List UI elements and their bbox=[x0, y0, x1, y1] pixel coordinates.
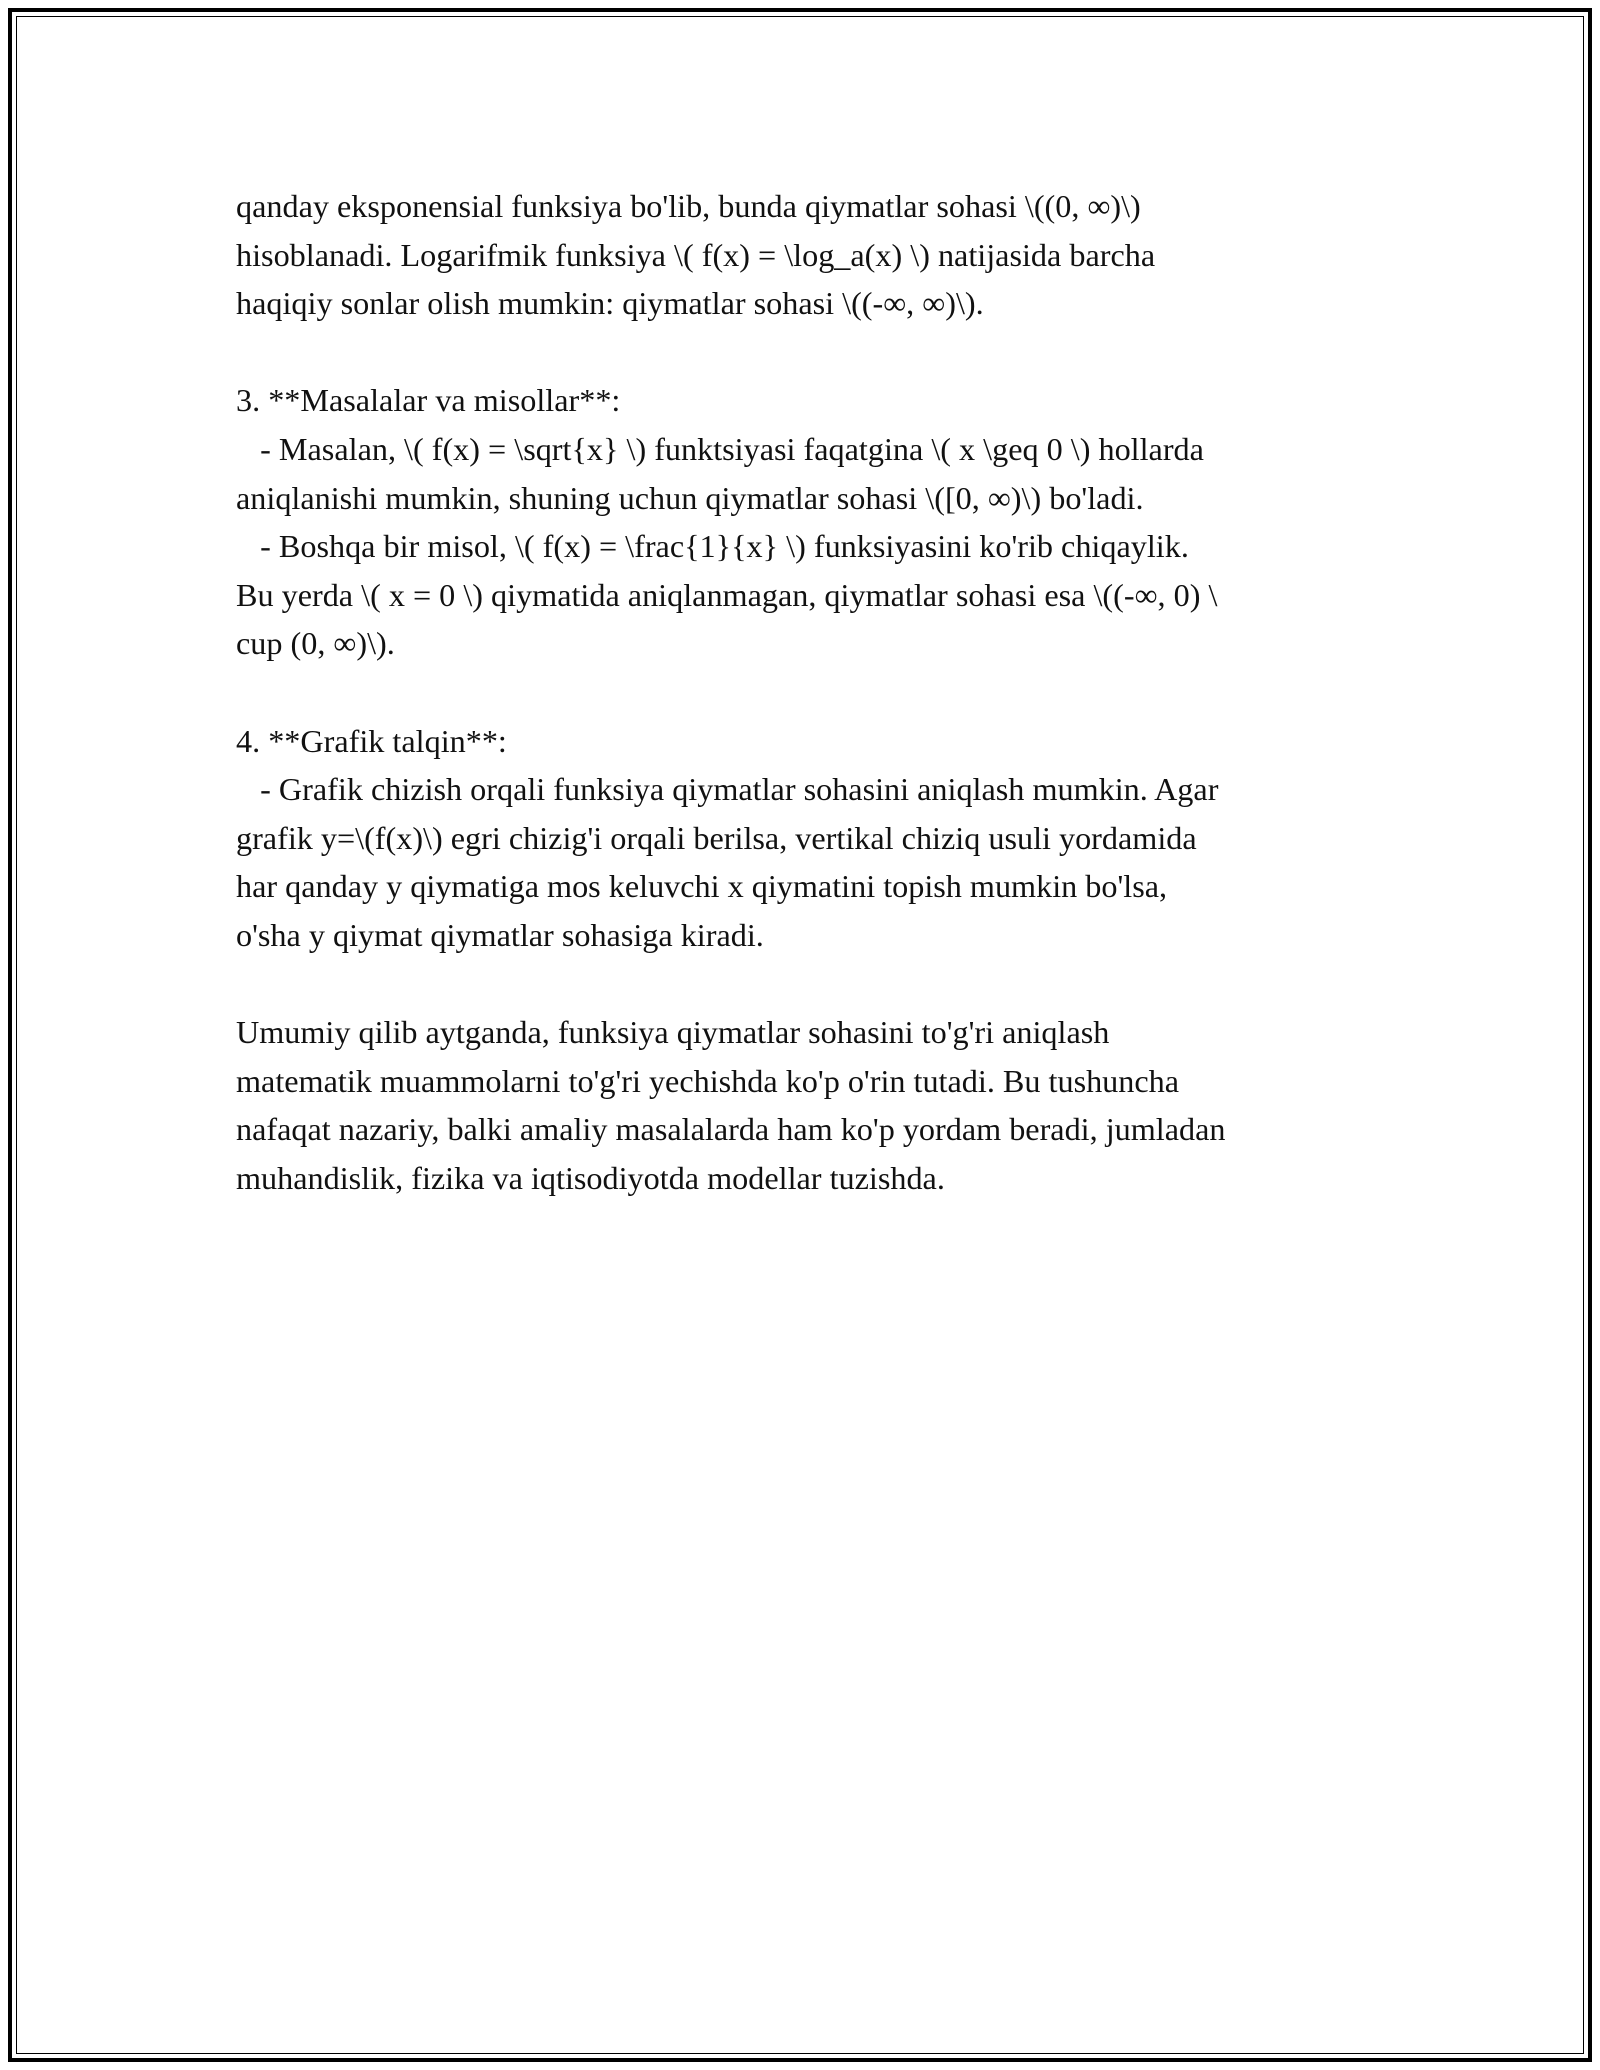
text-line: matematik muammolarni to'g'ri yechishda ko'p o'rin tutadi. Bu tushuncha bbox=[236, 1062, 1180, 1099]
text-line: har qanday y qiymatiga mos keluvchi x qiymatini topish mumkin bo'lsa, bbox=[236, 868, 1168, 905]
text-line: qanday eksponensial funksiya bo'lib, bunda qiymatlar sohasi \((0, ∞)\) bbox=[236, 188, 1141, 224]
text-line: muhandislik, fizika va iqtisodiyotda modellar tuzishda. bbox=[236, 1159, 945, 1196]
text-line: haqiqiy sonlar olish mumkin: qiymatlar sohasi \((-∞, ∞)\). bbox=[236, 285, 984, 322]
text-line: nafaqat nazariy, balki amaliy masalalarda ham ko'p yordam beradi, jumladan bbox=[236, 1111, 1226, 1148]
text-line: - Masalan, \( f(x) = \sqrt{x} \) funktsiyasi faqatgina \( x \geq 0 \) hollarda bbox=[236, 430, 1204, 467]
paragraph-gap bbox=[236, 328, 1386, 377]
text-line: Umumiy qilib aytganda, funksiya qiymatlar sohasini to'g'ri aniqlash bbox=[236, 1014, 1110, 1051]
text-line: - Grafik chizish orqali funksiya qiymatlar sohasini aniqlash mumkin. Agar bbox=[236, 771, 1219, 808]
text-line: grafik y=\(f(x)\) egri chizig'i orqali berilsa, vertikal chiziq usuli yordamida bbox=[236, 819, 1197, 856]
paragraph-gap bbox=[236, 668, 1386, 717]
section-heading: 4. **Grafik talqin**: bbox=[236, 722, 507, 759]
section-examples bbox=[236, 376, 1386, 668]
text-line: o'sha y qiymat qiymatlar sohasiga kiradi. bbox=[236, 916, 764, 953]
paragraph-gap bbox=[236, 960, 1386, 1009]
text-line: Bu yerda \( x = 0 \) qiymatida aniqlanmagan, qiymatlar sohasi esa \((-∞, 0) \ bbox=[236, 576, 1218, 613]
text-line: cup (0, ∞)\). bbox=[236, 625, 395, 662]
text-line: aniqlanishi mumkin, shuning uchun qiymatlar sohasi \([0, ∞)\) bo'ladi. bbox=[236, 479, 1144, 516]
document-body bbox=[236, 182, 1386, 1202]
section-heading: 3. **Masalalar va misollar**: bbox=[236, 382, 621, 419]
section-graphical-interpretation bbox=[236, 717, 1386, 960]
paragraph-intro-continuation bbox=[236, 182, 1386, 328]
text-line: - Boshqa bir misol, \( f(x) = \frac{1}{x} \) funksiyasini ko'rib chiqaylik. bbox=[236, 528, 1189, 565]
paragraph-conclusion bbox=[236, 1008, 1386, 1202]
text-line: hisoblanadi. Logarifmik funksiya \( f(x) = \log_a(x) \) natijasida barcha bbox=[236, 236, 1156, 273]
